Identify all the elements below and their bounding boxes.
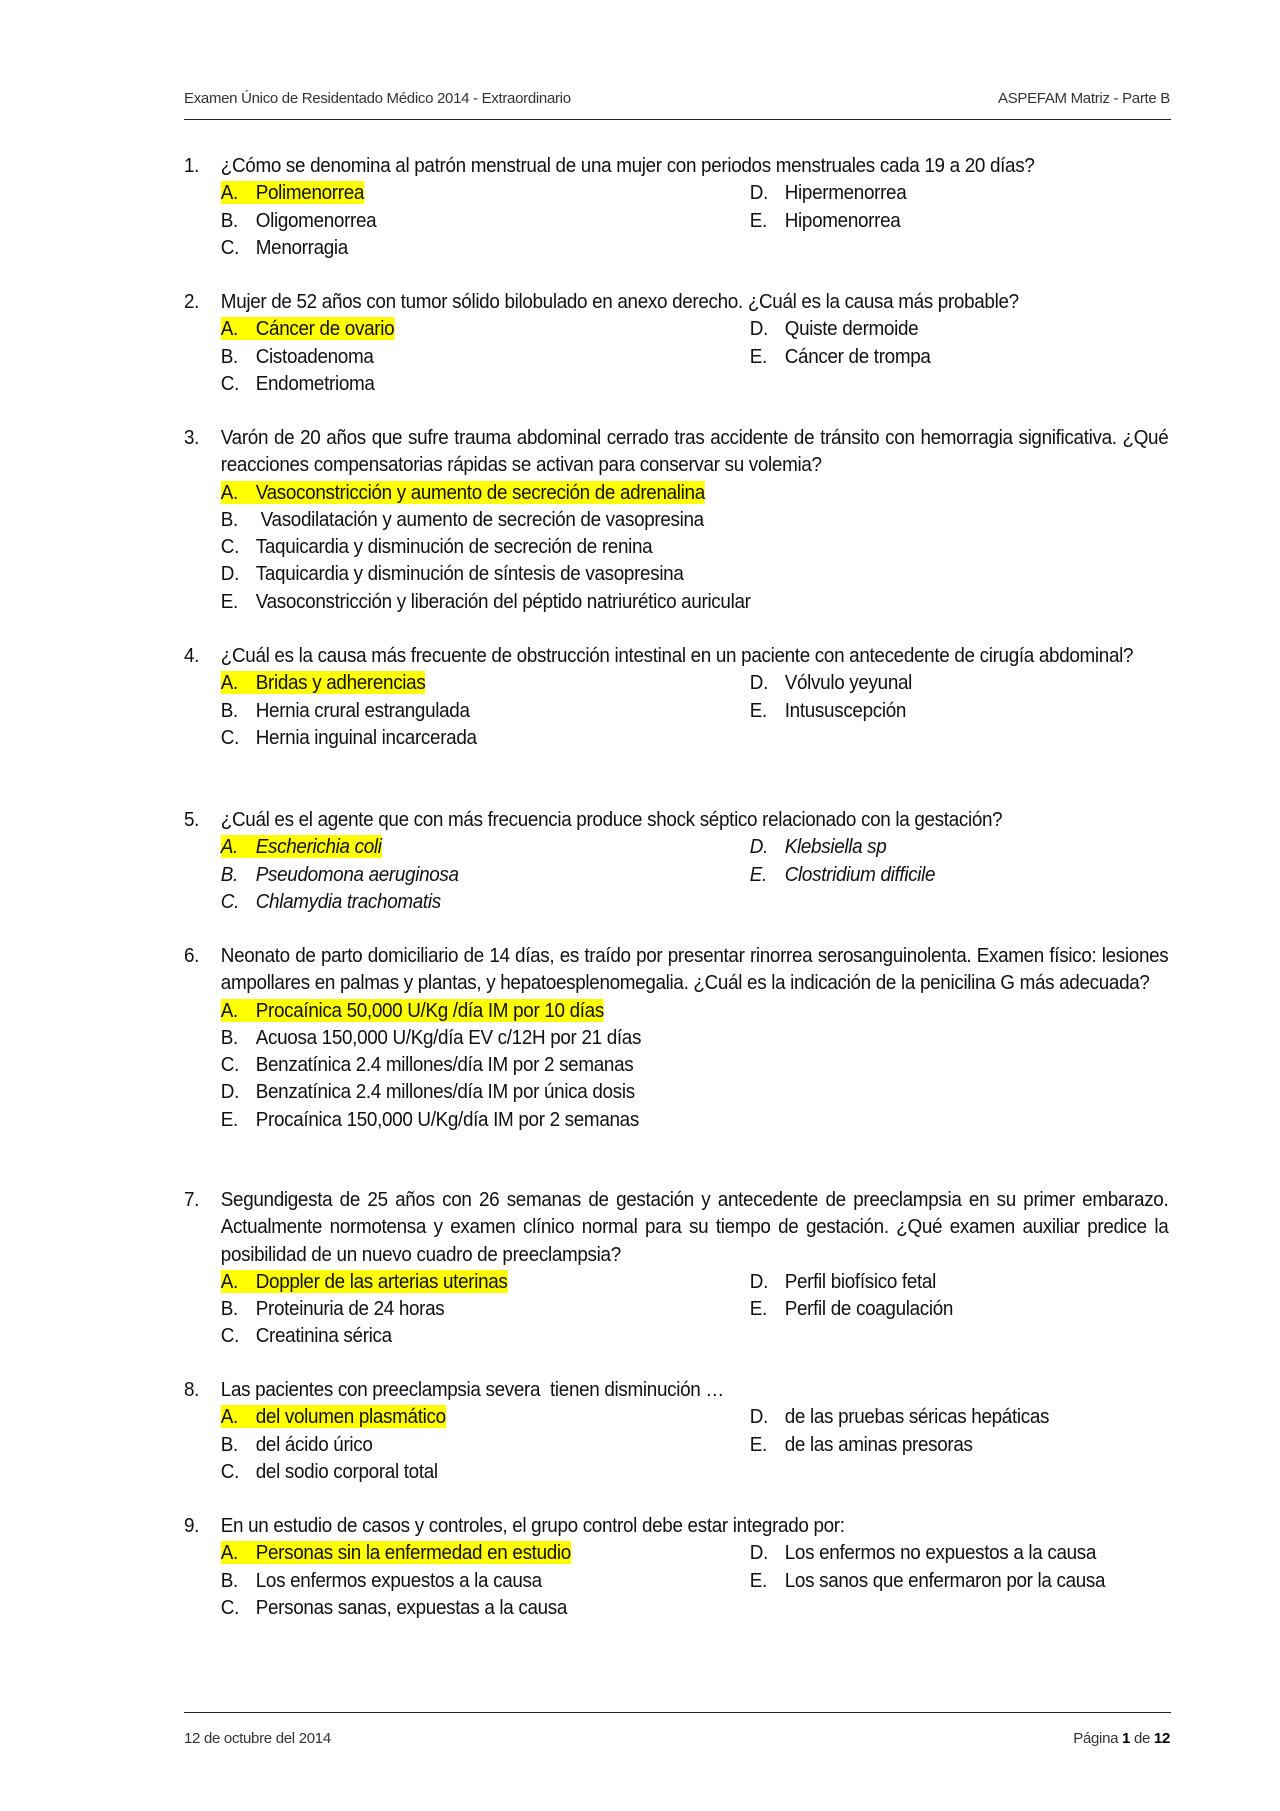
option-text: Vasoconstricción y liberación del péptido natriurético auricular [255,589,751,613]
options [221,1268,1091,1350]
option-text: Acuosa 150,000 U/Kg/día EV c/12H por 21 días [255,1025,642,1049]
option-text: Benzatínica 2.4 millones/día IM por 2 semanas [255,1053,634,1077]
option-text: Proteinuria de 24 horas [255,1297,445,1321]
option-text: Personas sin la enfermedad en estudio [255,1541,571,1565]
options [221,179,1091,261]
question-4 [184,642,1134,751]
option-b: B. Acuosa 150,000 U/Kg/día EV c/12H por 21 días [220,1025,642,1049]
option-a: A. Doppler de las arterias uterinas [220,1269,508,1293]
option-text: Los enfermos expuestos a la causa [255,1568,542,1592]
option-e: E. de las aminas presoras [749,1432,973,1456]
question-text: ¿Cómo se denomina al patrón menstrual de una mujer con periodos menstruales cada 19 a 20 días? [220,154,1035,177]
question-number: 2. [184,290,200,313]
option-text: Procaínica 50,000 U/Kg /día IM por 10 días [255,998,604,1022]
options [221,479,1091,615]
header-exam-title: Examen Único de Residentado Médico 2014 - Extraordinario [184,90,571,107]
option-text: Perfil biofísico fetal [784,1269,936,1293]
option-text: del sodio corporal total [255,1459,438,1483]
question-text: ¿Cuál es la causa más frecuente de obstrucción intestinal en un paciente con antecedente de cirugía abdominal? [220,644,1134,667]
option-text: Endometrioma [255,371,375,395]
option-text: Hipermenorrea [784,181,907,205]
question-text: Las pacientes con preeclampsia severa tienen disminución … [220,1378,724,1401]
option-text: Perfil de coagulación [784,1297,954,1321]
option-e: E. Los sanos que enfermaron por la causa [749,1568,1106,1592]
question-number: 6. [184,944,200,967]
question-number: 8. [184,1378,200,1401]
option-text: Procaínica 150,000 U/Kg/día IM por 2 semanas [255,1107,639,1131]
option-text: Creatinina sérica [255,1324,392,1348]
option-text: Escherichia coli [255,835,382,859]
option-text: Personas sanas, expuestas a la causa [255,1595,568,1619]
option-text: del volumen plasmático [255,1405,446,1429]
option-d: D. Perfil biofísico fetal [749,1269,936,1293]
option-text: Oligomenorrea [255,208,377,232]
option-text: Vólvulo yeyunal [784,671,913,695]
question-number: 1. [184,154,200,177]
option-b: B. Vasodilatación y aumento de secreción de vasopresina [220,507,704,531]
question-9 [184,1512,1106,1621]
question-7 [184,1186,1169,1350]
option-e: E. Cáncer de trompa [749,344,931,368]
option-a: A. Cáncer de ovario [220,317,395,341]
option-b: B. Los enfermos expuestos a la causa [220,1568,542,1592]
question-1 [184,152,1091,261]
question-number: 7. [184,1188,200,1211]
option-d: D. Taquicardia y disminución de síntesis de vasopresina [220,562,684,586]
question-number: 9. [184,1514,200,1537]
option-e: E. Procaínica 150,000 U/Kg/día IM por 2 semanas [220,1107,639,1131]
option-text: Vasodilatación y aumento de secreción de vasopresina [255,507,704,531]
option-text: Hipomenorrea [784,208,901,232]
option-text: Cáncer de trompa [784,344,931,368]
question-text: Neonato de parto domiciliario de 14 días, es traído por presentar rinorrea serosanguinolenta. Examen físico: lesiones ampollares en palmas y plantas, y hepatoesplenomegalia. ¿Cuál es la indicación de la penicilina G más adecuada? [220,944,1169,995]
question-text: En un estudio de casos y controles, el grupo control debe estar integrado por: [220,1514,845,1537]
options [221,669,1091,751]
options [221,315,1091,397]
option-text: Hernia inguinal incarcerada [255,725,477,749]
page-number: Página 1 de 12 [1073,1730,1170,1747]
option-b: B. Cistoadenoma [220,344,374,368]
option-b: B. Pseudomona aeruginosa [220,862,459,886]
option-text: del ácido úrico [255,1432,373,1456]
option-a: A. del volumen plasmático [220,1405,446,1429]
option-a: A. Personas sin la enfermedad en estudio [220,1541,571,1565]
option-text: Chlamydia trachomatis [255,889,441,913]
option-d: D. Vólvulo yeyunal [749,671,913,695]
option-text: Klebsiella sp [784,835,887,859]
question-5 [184,806,1091,915]
option-text: Cistoadenoma [255,344,374,368]
option-text: Pseudomona aeruginosa [255,862,459,886]
question-text: Varón de 20 años que sufre trauma abdominal cerrado tras accidente de tránsito con hemorragia significativa. ¿Qué reacciones compensatorias rápidas se activan para conservar su volemia? [220,426,1169,477]
question-8 [184,1376,1091,1485]
footer-rule [184,1712,1171,1713]
header-rule [184,119,1171,120]
option-e: E. Vasoconstricción y liberación del péptido natriurético auricular [220,589,751,613]
option-a: A. Vasoconstricción y aumento de secreción de adrenalina [220,480,705,504]
option-text: Bridas y adherencias [255,671,426,695]
option-text: Menorragia [255,235,348,259]
question-number: 4. [184,644,200,667]
option-e: E. Hipomenorrea [749,208,901,232]
option-text: Los sanos que enfermaron por la causa [784,1568,1106,1592]
option-text: Vasoconstricción y aumento de secreción de adrenalina [255,480,705,504]
option-e: E. Intususcepción [749,698,907,722]
option-a: A. Escherichia coli [220,835,382,859]
question-text: ¿Cuál es el agente que con más frecuencia produce shock séptico relacionado con la gestación? [220,808,1003,831]
option-text: de las aminas presoras [784,1432,973,1456]
option-b: B. Hernia crural estrangulada [220,698,470,722]
option-c: C. Creatinina sérica [220,1324,392,1348]
page-header [184,90,1170,114]
option-c: C. Endometrioma [220,371,375,395]
option-b: B. Oligomenorrea [220,208,377,232]
option-c: C. Menorragia [220,235,348,259]
option-text: Quiste dermoide [784,317,919,341]
header-section: ASPEFAM Matriz - Parte B [997,90,1170,107]
option-a: A. Procaínica 50,000 U/Kg /día IM por 10 días [220,998,604,1022]
option-text: Hernia crural estrangulada [255,698,470,722]
option-d: D. Benzatínica 2.4 millones/día IM por única dosis [220,1080,635,1104]
option-e: E. Clostridium difficile [749,862,936,886]
option-c: C. Benzatínica 2.4 millones/día IM por 2 semanas [220,1053,634,1077]
option-c: C. Hernia inguinal incarcerada [220,725,477,749]
option-b: B. del ácido úrico [220,1432,373,1456]
question-6 [184,942,1169,1133]
question-number: 3. [184,426,200,449]
question-2 [184,288,1091,397]
option-c: C. Chlamydia trachomatis [220,889,441,913]
option-d: D. Los enfermos no expuestos a la causa [749,1541,1097,1565]
options [221,833,1091,915]
footer-date: 12 de octubre del 2014 [184,1730,331,1747]
option-text: Doppler de las arterias uterinas [255,1269,508,1293]
option-d: D. Hipermenorrea [749,181,907,205]
option-text: Polimenorrea [255,181,365,205]
question-text: Segundigesta de 25 años con 26 semanas de gestación y antecedente de preeclampsia en su primer embarazo. Actualmente normotensa y examen clínico normal para su tiempo de gestación. ¿Qué examen auxiliar predice la posibilidad de un nuevo cuadro de preeclampsia? [220,1188,1169,1266]
option-text: Taquicardia y disminución de síntesis de vasopresina [255,562,684,586]
option-e: E. Perfil de coagulación [749,1297,954,1321]
question-number: 5. [184,808,200,831]
option-text: Benzatínica 2.4 millones/día IM por única dosis [255,1080,635,1104]
option-d: D. Klebsiella sp [749,835,887,859]
question-text: Mujer de 52 años con tumor sólido bilobulado en anexo derecho. ¿Cuál es la causa más probable? [220,290,1019,313]
options [221,1403,1091,1485]
options [221,997,1091,1133]
option-a: A. Bridas y adherencias [220,671,426,695]
option-text: Taquicardia y disminución de secreción de renina [255,535,653,559]
option-text: Cáncer de ovario [255,317,395,341]
question-3 [184,424,1169,615]
option-d: D. Quiste dermoide [749,317,919,341]
option-c: C. Personas sanas, expuestas a la causa [220,1595,568,1619]
option-b: B. Proteinuria de 24 horas [220,1297,445,1321]
option-text: de las pruebas séricas hepáticas [784,1405,1050,1429]
option-text: Intususcepción [784,698,907,722]
option-text: Los enfermos no expuestos a la causa [784,1541,1097,1565]
option-d: D. de las pruebas séricas hepáticas [749,1405,1050,1429]
option-text: Clostridium difficile [784,862,936,886]
options [220,1539,1106,1621]
option-c: C. Taquicardia y disminución de secreción de renina [220,535,653,559]
option-a: A. Polimenorrea [220,181,365,205]
option-c: C. del sodio corporal total [220,1459,438,1483]
